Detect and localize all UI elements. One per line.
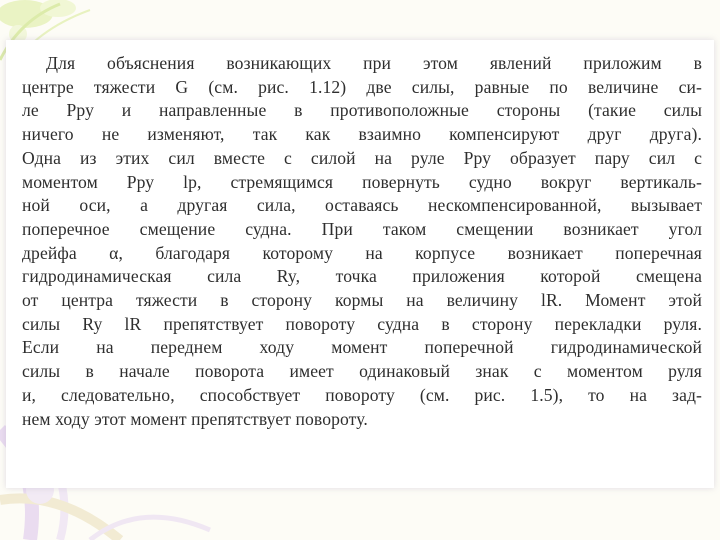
text-line: Если на переднем ходу момент поперечной гидродинамической (22, 337, 702, 358)
text-line: Одна из этих сил вместе с силой на руле Pру образует пару сил с (22, 147, 702, 168)
text-line: от центра тяжести в сторону кормы на величину lR. Момент этой (22, 290, 702, 311)
text-line: Для объяснения возникающих при этом явлений приложим в (46, 53, 702, 73)
text-line: гидродинамическая сила Ry, точка приложения которой смещена (22, 266, 702, 287)
text-line: ничего не изменяют, так как взаимно компенсируют друг друга). (22, 124, 702, 145)
text-line: моментом Pру lр, стремящимся повернуть судно вокруг вертикаль- (22, 171, 702, 192)
text-line: и, следовательно, способствует повороту (см. рис. 1.5), то на зад- (22, 384, 702, 405)
text-line: центре тяжести G (см. рис. 1.12) две силы, равные по величине си- (22, 76, 702, 97)
text-line: поперечное смещение судна. При таком смещении возникает угол (22, 218, 702, 239)
text-line: ле Pру и направленные в противоположные стороны (такие силы (22, 100, 702, 121)
text-line: силы в начале поворота имеет одинаковый знак с моментом руля (22, 361, 702, 382)
text-line: ной оси, а другая сила, оставаясь нескомпенсированной, вызывает (22, 195, 702, 216)
document-body (22, 52, 702, 431)
text-line: силы Ry lR препятствует повороту судна в сторону перекладки руля. (22, 313, 702, 334)
text-line: нем ходу этот момент препятствует повороту. (22, 408, 368, 429)
text-line: дрейфа α, благодаря которому на корпусе возникает поперечная (22, 242, 702, 263)
